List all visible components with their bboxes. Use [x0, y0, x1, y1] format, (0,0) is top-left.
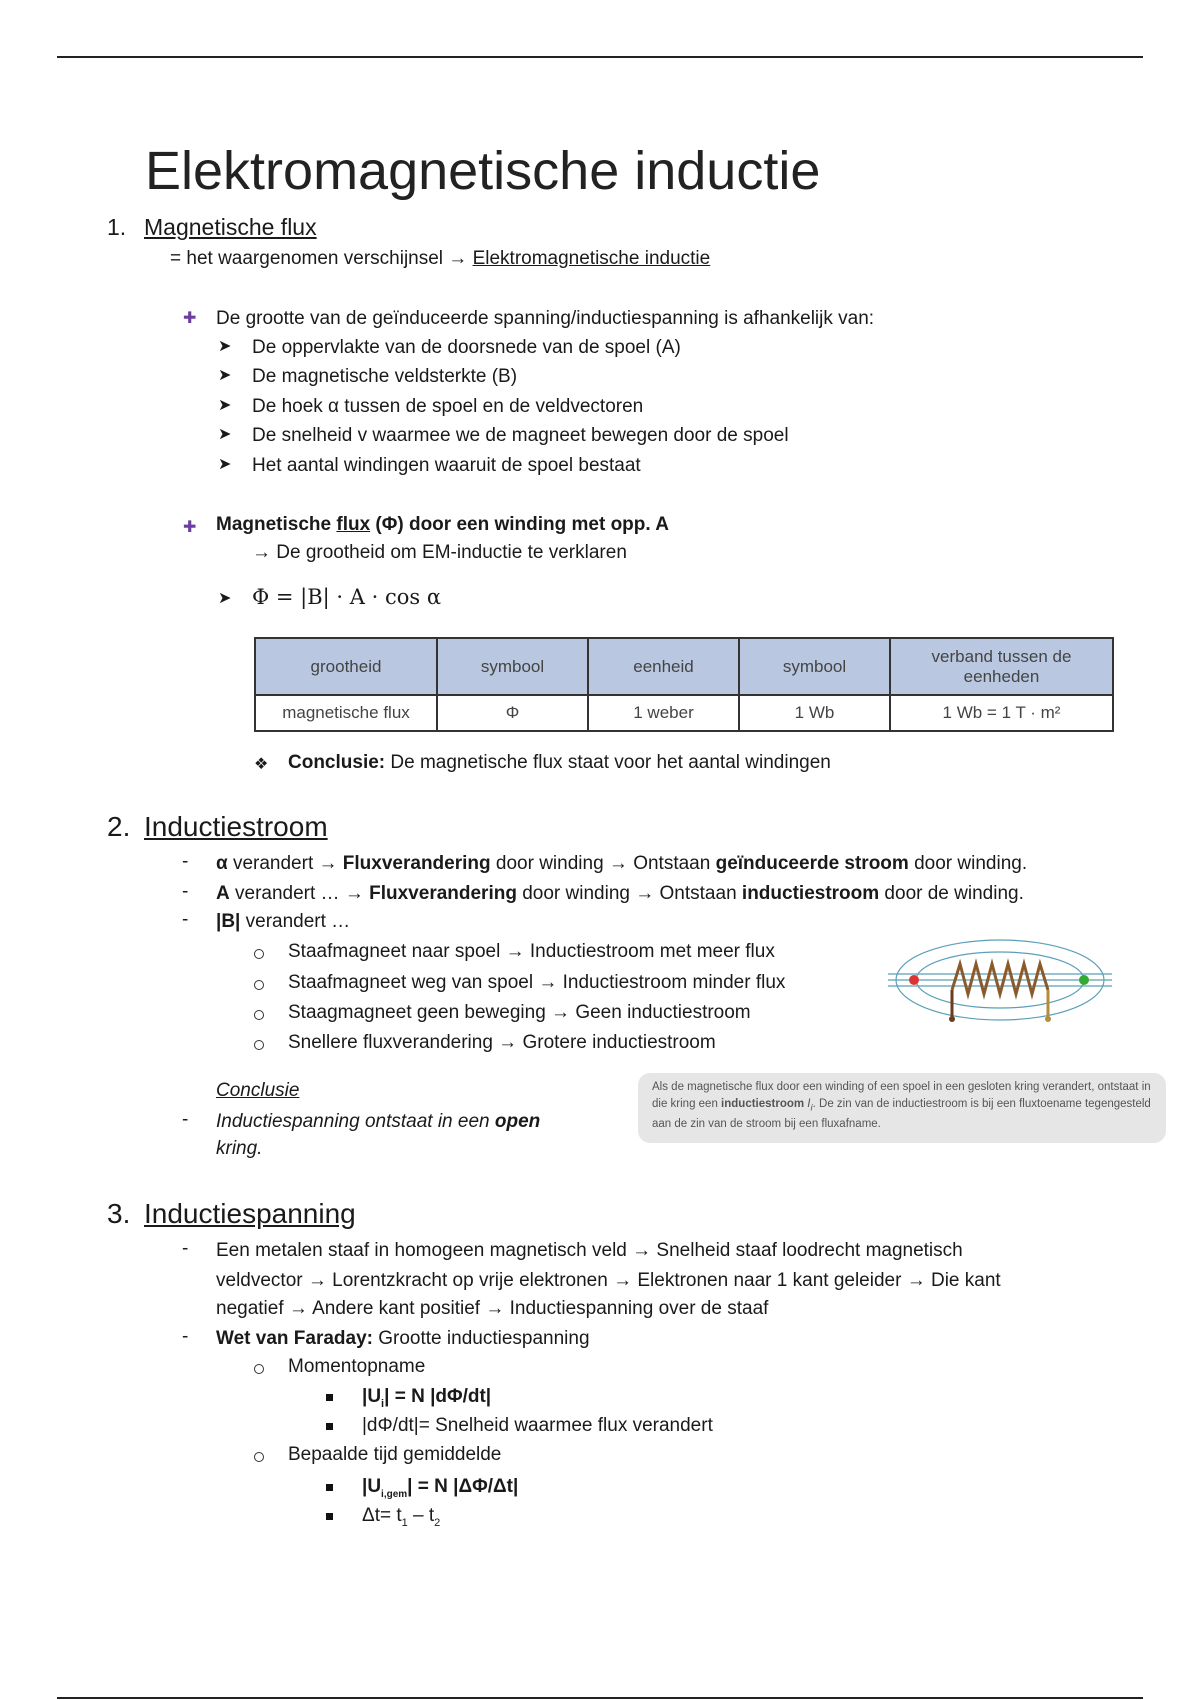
section-1-heading: Magnetische flux — [144, 214, 317, 240]
staaf-explanation-line: Een metalen staaf in homogeen magnetisch veld → Snelheid staaf loodrecht magnetisch — [216, 1240, 963, 1261]
table-header: symbool — [739, 638, 890, 695]
formula-part: 2 — [434, 1516, 441, 1529]
staaf-explanation-line: negatief → Andere kant positief → Inductiespanning over de staaf — [216, 1298, 769, 1319]
section-3-heading: Inductiespanning — [144, 1198, 356, 1229]
arrowhead-bullet-icon: ➤ — [218, 456, 232, 473]
definition-link: Elektromagnetische inductie — [472, 248, 711, 269]
dash-bullet-icon: - — [182, 1326, 189, 1347]
arrowhead-bullet-icon: ➤ — [218, 590, 232, 607]
square-bullet-icon — [326, 1513, 333, 1520]
flux-heading-c: (Φ) door een winding met opp. A — [370, 514, 669, 535]
b3-part: |B| — [216, 911, 241, 932]
b2-part: verandert … → — [229, 883, 370, 904]
circle-bullet-icon — [254, 1364, 264, 1374]
magnet-case: Staafmagneet weg van spoel → Inductiestroom minder flux — [288, 972, 786, 993]
diamond-bullet-icon: ❖ — [254, 756, 269, 773]
pin-icon: ✚ — [183, 310, 197, 327]
flux-heading — [216, 512, 669, 538]
coil-field-illustration — [884, 930, 1116, 1030]
factor-item: Het aantal windingen waaruit de spoel bestaat — [252, 455, 641, 476]
magnet-case: Staafmagneet naar spoel → Inductiestroom met meer flux — [288, 941, 775, 962]
dash-bullet-icon: - — [182, 851, 189, 872]
section-2-heading: Inductiestroom — [144, 811, 328, 842]
factors-intro: De grootte van de geïnduceerde spanning/inductiespanning is afhankelijk van: — [216, 308, 875, 329]
flux-conclusion — [288, 750, 831, 776]
circle-bullet-icon — [254, 1040, 264, 1050]
staaf-explanation-line: veldvector → Lorentzkracht op vrije elektronen → Elektronen naar 1 kant geleider → Die kant — [216, 1270, 1001, 1291]
b1-part: door winding. — [908, 853, 1028, 874]
b1-part: verandert → — [227, 853, 343, 874]
pin-icon: ✚ — [183, 519, 197, 536]
page-title: Elektromagnetische inductie — [145, 141, 821, 201]
delta-t-definition — [362, 1503, 440, 1536]
section-1-definition — [170, 246, 710, 272]
faraday-line — [216, 1326, 590, 1352]
flux-heading-a: Magnetische — [216, 514, 337, 535]
b1-part: Fluxverandering — [342, 853, 491, 874]
flux-heading-b: flux — [336, 514, 371, 535]
magnet-case: Snellere fluxverandering → Grotere inductiestroom — [288, 1032, 716, 1053]
factor-item: De snelheid v waarmee we de magneet bewegen door de spoel — [252, 425, 789, 446]
table-header: symbool — [437, 638, 588, 695]
inductiestroom-bullet — [216, 881, 1024, 907]
b3-part: verandert … — [240, 911, 351, 932]
table-cell: Φ — [437, 695, 588, 731]
b1-part: α — [216, 853, 228, 874]
conclusion-label: Conclusie: — [288, 752, 386, 773]
faraday-text: Grootte inductiespanning — [372, 1328, 590, 1349]
circle-bullet-icon — [254, 1010, 264, 1020]
dash-bullet-icon: - — [182, 1238, 189, 1259]
section-2-conclusion-line1 — [216, 1109, 540, 1135]
table-header: eenheid — [588, 638, 739, 695]
formula-part: | = N |dΦ/dt| — [384, 1386, 492, 1407]
callout-part: Als de magnetische flux door een winding of een spoel in een gesloten kring verandert, ontstaat in die kring een — [652, 1081, 1151, 1110]
factor-item: De hoek α tussen de spoel en de veldvectoren — [252, 396, 644, 417]
formula-part: – t — [407, 1505, 435, 1526]
faraday-label: Wet van Faraday: — [216, 1328, 373, 1349]
b2-part: A — [216, 883, 230, 904]
dash-bullet-icon: - — [182, 909, 189, 930]
magnet-case: Staagmagneet geen beweging → Geen inductiestroom — [288, 1002, 751, 1023]
table-header: grootheid — [255, 638, 437, 695]
callout-part: . De zin van de inductiestroom is bij een fluxtoename tegengesteld aan de zin van de stroom bij een fluxafname. — [652, 1098, 1151, 1131]
formula-part: i — [381, 1397, 385, 1410]
formula-part: 1 — [401, 1516, 408, 1529]
callout-part: I — [804, 1098, 811, 1110]
conclusion-part: Inductiespanning ontstaat in een — [216, 1111, 495, 1132]
dash-bullet-icon: - — [182, 1109, 189, 1130]
factor-item: De magnetische veldsterkte (B) — [252, 366, 518, 387]
table-cell: 1 Wb — [739, 695, 890, 731]
table-cell: 1 weber — [588, 695, 739, 731]
section-2-conclusion-line2: kring. — [216, 1138, 263, 1159]
arrowhead-bullet-icon: ➤ — [218, 397, 232, 414]
b1-part: geïnduceerde stroom — [715, 853, 909, 874]
table-cell: 1 Wb = 1 T · m² — [890, 695, 1113, 731]
arrowhead-bullet-icon: ➤ — [218, 338, 232, 355]
factor-item: De oppervlakte van de doorsnede van de spoel (A) — [252, 337, 681, 358]
definition-callout — [638, 1073, 1166, 1143]
conclusion-part: open — [494, 1111, 541, 1132]
circle-bullet-icon — [254, 949, 264, 959]
flux-formula: Φ = |B| · A · cos α — [252, 585, 441, 609]
arrowhead-bullet-icon: ➤ — [218, 426, 232, 443]
flux-subline: → De grootheid om EM-inductie te verklaren — [252, 542, 627, 563]
circle-bullet-icon — [254, 980, 264, 990]
arrowhead-bullet-icon: ➤ — [218, 367, 232, 384]
square-bullet-icon — [326, 1423, 333, 1430]
formula-part: Δt= t — [362, 1505, 402, 1526]
section-2-number: 2. — [107, 811, 131, 842]
callout-part: inductiestroom — [721, 1098, 805, 1110]
flux-rate-definition: |dΦ/dt|= Snelheid waarmee flux verandert — [362, 1415, 713, 1436]
b2-part: inductiestroom — [741, 883, 880, 904]
b2-part: door de winding. — [879, 883, 1024, 904]
dash-bullet-icon: - — [182, 881, 189, 902]
definition-prefix: = het waargenomen verschijnsel → — [170, 248, 473, 269]
momentopname-label: Momentopname — [288, 1356, 426, 1377]
inductiestroom-bullet — [216, 909, 350, 935]
callout-part: i — [810, 1102, 813, 1114]
square-bullet-icon — [326, 1484, 333, 1491]
b2-part: door winding → Ontstaan — [516, 883, 742, 904]
section-2-conclusion-heading: Conclusie — [216, 1080, 300, 1101]
section-3-number: 3. — [107, 1198, 131, 1229]
faraday-formula-instant — [362, 1384, 491, 1417]
square-bullet-icon — [326, 1394, 333, 1401]
top-rule — [57, 56, 1143, 58]
inductiestroom-bullet — [216, 851, 1027, 877]
formula-part: |U — [362, 1386, 382, 1407]
conclusion-text: De magnetische flux staat voor het aantal windingen — [385, 752, 831, 773]
b2-part: Fluxverandering — [369, 883, 517, 904]
table-header: verband tussen de eenheden — [890, 638, 1113, 695]
formula-part: | = N |ΔΦ/Δt| — [407, 1476, 519, 1497]
section-1-number: 1. — [107, 214, 127, 240]
circle-bullet-icon — [254, 1452, 264, 1462]
flux-table — [254, 637, 1114, 732]
b1-part: door winding → Ontstaan — [490, 853, 716, 874]
table-cell: magnetische flux — [255, 695, 437, 731]
gemiddelde-label: Bepaalde tijd gemiddelde — [288, 1444, 502, 1465]
bottom-rule — [57, 1697, 1143, 1699]
formula-part: i,gem — [381, 1488, 408, 1500]
formula-part: |U — [362, 1476, 382, 1497]
